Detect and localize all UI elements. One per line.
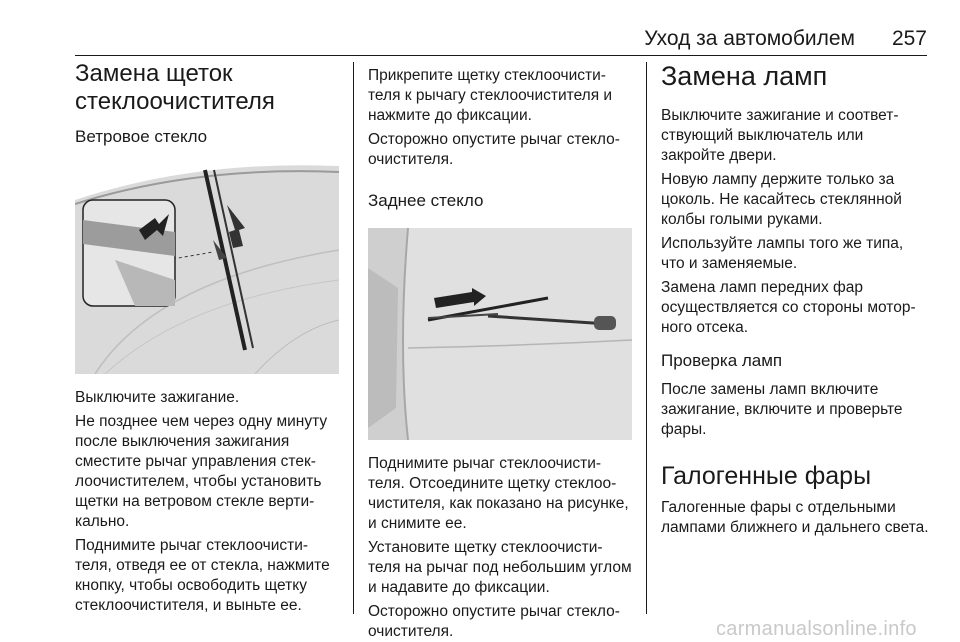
subheading-rear-window: Заднее стекло — [368, 191, 484, 210]
watermark: carmanualsonline.info — [716, 618, 917, 640]
column-1 — [75, 60, 341, 616]
section-heading-wiper-blades: Замена щеток стеклоочистителя — [75, 60, 275, 115]
paragraph-lower-arm: Осторожно опустите рычаг стекло-очистителя. — [368, 131, 620, 168]
column-divider — [353, 62, 354, 614]
paragraph-attach-blade: Прикрепите щетку стеклоочисти-теля к рычагу стеклоочистителя и нажмите до фиксации. — [368, 67, 613, 124]
figure-windscreen-wiper — [75, 160, 339, 374]
subheading-bulb-check: Проверка ламп — [661, 351, 783, 370]
paragraph-lower-rear-arm: Осторожно опустите рычаг стекло-очистителя. — [368, 603, 620, 640]
paragraph-ignition-off: Выключите зажигание. — [75, 389, 240, 406]
subheading-windscreen: Ветровое стекло — [75, 127, 208, 146]
section-heading-halogen: Галогенные фары — [661, 462, 872, 490]
column-3 — [661, 60, 929, 538]
page-header — [75, 24, 927, 56]
section-heading-bulb-replacement: Замена ламп — [661, 61, 828, 91]
paragraph-lift-arm: Поднимите рычаг стеклоочисти-теля, отведя ее от стекла, нажмите кнопку, чтобы освободить щетку стеклоочистителя, и выньте ее. — [75, 537, 330, 614]
page-number: 257 — [891, 27, 927, 50]
column-divider — [646, 62, 647, 614]
paragraph-same-type: Используйте лампы того же типа, что и заменяемые. — [661, 235, 904, 272]
paragraph-detach-blade: Поднимите рычаг стеклоочисти-теля. Отсоедините щетку стеклоо-чистителя, как показано на рисунке, и снимите ее. — [368, 455, 629, 532]
column-2 — [368, 60, 634, 642]
running-title: Уход за автомобилем — [644, 27, 855, 50]
paragraph-switch-off: Выключите зажигание и соответ-ствующий выключатель или закройте двери. — [661, 107, 899, 164]
paragraph-check-lights: После замены ламп включите зажигание, включите и проверьте фары. — [661, 381, 903, 438]
paragraph-move-lever: Не позднее чем через одну минуту после выключения зажигания сместите рычаг управления стек-лоочистителем, чтобы установить щетки на ветровом стекле верти-кально. — [75, 413, 328, 530]
figure-rear-wiper — [368, 228, 632, 440]
paragraph-hold-base: Новую лампу держите только за цоколь. Не касайтесь стеклянной колбы голыми руками. — [661, 171, 902, 228]
paragraph-install-blade: Установите щетку стеклоочисти-теля на рычаг под небольшим углом и надавите до фиксации. — [368, 539, 632, 596]
paragraph-engine-side: Замена ламп передних фар осуществляется со стороны мотор-ного отсека. — [661, 279, 916, 336]
paragraph-halogen: Галогенные фары с отдельными лампами ближнего и дальнего света. — [661, 499, 929, 536]
header-rule — [75, 55, 927, 57]
